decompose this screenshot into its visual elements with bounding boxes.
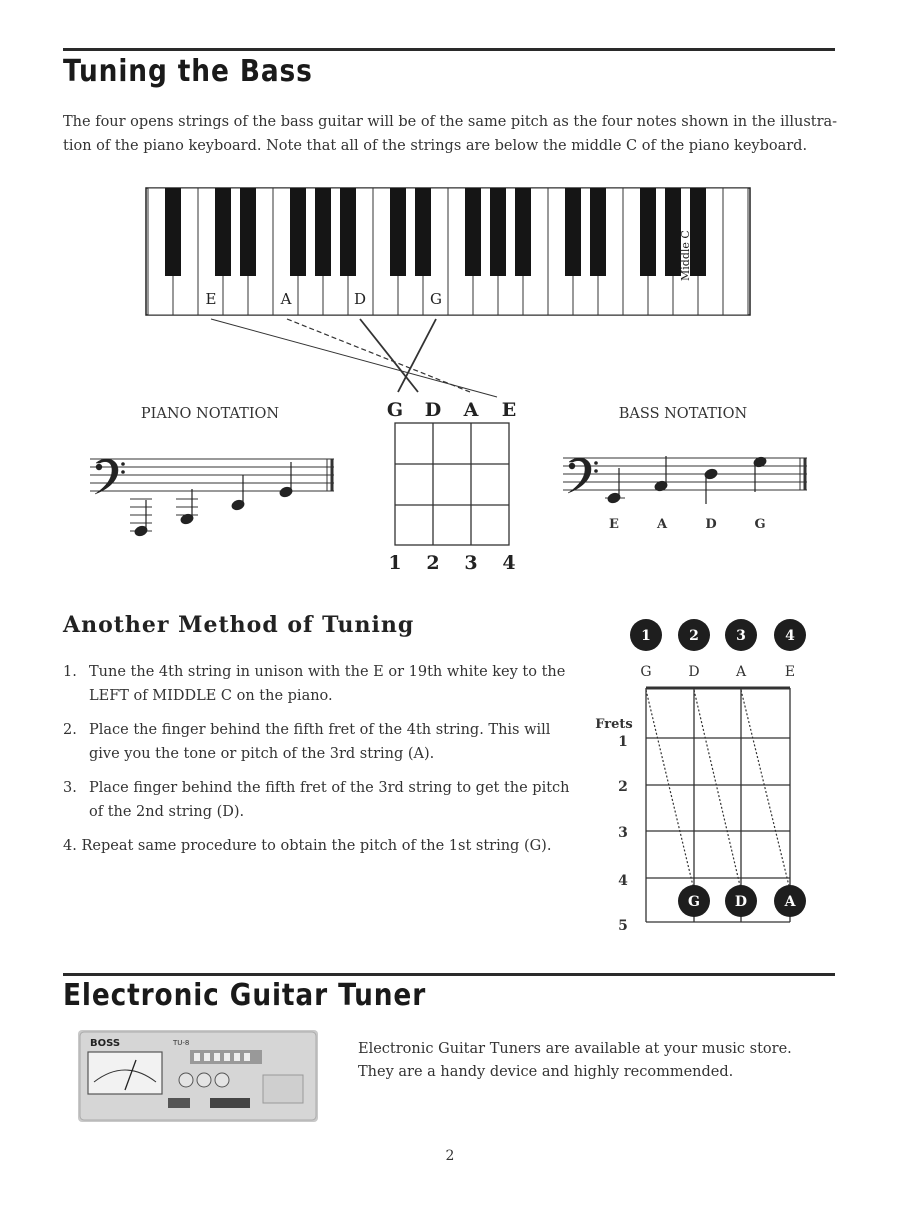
step-text: Tune the 4th string in unison with the E or 19th white key to the LEFT of MIDDLE C on the piano.	[89, 664, 566, 704]
bass-note-d: D	[705, 517, 717, 532]
fret-string-name-g: G	[640, 664, 652, 680]
fretted-note-d: D	[734, 894, 748, 910]
string-number-circles	[630, 619, 806, 651]
key-label-d: D	[353, 290, 367, 308]
step-text: Place the finger behind the fifth fret of the 4th string. This will give you the tone or pitch of the 3rd string (A).	[89, 722, 551, 762]
key-label-g: G	[430, 290, 442, 308]
fret-string-number-2: 2	[689, 628, 699, 644]
bass-note-a: A	[656, 517, 668, 532]
frets-label: Frets	[595, 717, 633, 732]
fret-string-number-1: 1	[641, 628, 651, 644]
section-heading-electronic-tuner: Electronic Guitar Tuner	[63, 978, 427, 1013]
step-text: Repeat same procedure to obtain the pitch of the 1st string (G).	[81, 838, 552, 854]
tuner-description	[358, 1038, 828, 1084]
fret-string-number-4: 4	[785, 628, 795, 644]
piano-notation-label: PIANO NOTATION	[140, 406, 280, 422]
fret-number-3: 3	[618, 825, 628, 841]
grid-number-4: 4	[502, 552, 516, 574]
step-number: 3.	[63, 780, 77, 796]
grid-number-1: 1	[388, 552, 402, 574]
grid-string-g: G	[386, 399, 404, 421]
fret-string-number-3: 3	[736, 628, 746, 644]
fretted-note-g: G	[688, 894, 700, 910]
tuner-brand: BOSS	[90, 1038, 121, 1049]
grid-number-2: 2	[426, 552, 440, 574]
section-rule	[63, 973, 835, 976]
middle-c-label: Middle C	[679, 230, 692, 281]
grid-string-d: D	[424, 399, 442, 421]
fret-number-1: 1	[618, 734, 628, 750]
bass-note-e: E	[609, 517, 619, 532]
step-text: Place finger behind the fifth fret of the 3rd string to get the pitch of the 2nd string (D).	[89, 780, 570, 820]
intro-line-2: tion of the piano keyboard. Note that all of the strings are below the middle C of the piano keyboard.	[63, 138, 808, 154]
fret-number-2: 2	[618, 779, 628, 795]
bass-notation-label: BASS NOTATION	[618, 406, 748, 422]
intro-line-1: The four opens strings of the bass guitar will be of the same pitch as the four notes shown in the illustra-	[63, 114, 838, 130]
page-number: 2	[445, 1148, 455, 1164]
tuner-model: TU-8	[173, 1039, 190, 1047]
fret-number-4: 4	[618, 873, 628, 889]
grid-number-3: 3	[464, 552, 478, 574]
grid-string-a: A	[463, 399, 479, 421]
tuner-text-line-2: They are a handy device and highly recommended.	[358, 1064, 734, 1080]
page-title: Tuning the Bass	[63, 54, 313, 89]
section-heading-another-method: Another Method of Tuning	[63, 612, 415, 638]
tuner-text-line-1: Electronic Guitar Tuners are available at your music store.	[358, 1041, 792, 1057]
step-number: 2.	[63, 722, 77, 738]
key-label-a: A	[280, 290, 292, 308]
fret-dotted-lines	[646, 690, 790, 890]
step-number: 4.	[63, 838, 77, 854]
fretted-note-a: A	[784, 894, 796, 910]
fret-string-name-d: D	[688, 664, 700, 680]
electronic-tuner-image	[78, 1030, 318, 1122]
grid-string-e: E	[501, 399, 517, 421]
fret-string-name-e: E	[784, 664, 796, 680]
fret-number-5: 5	[618, 918, 628, 934]
bass-note-g: G	[754, 517, 766, 532]
fret-string-name-a: A	[735, 664, 747, 680]
fretboard-grid	[646, 688, 790, 922]
step-number: 1.	[63, 664, 77, 680]
key-label-e: E	[205, 290, 217, 308]
